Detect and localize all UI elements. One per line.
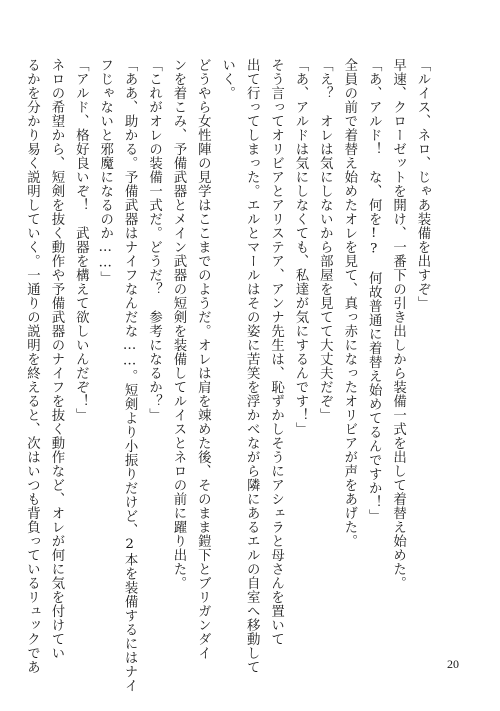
text-line: 「え？ オレは気にしないから部屋を見てて大丈夫だぞ」 — [317, 58, 333, 422]
text-line: 「アルド、格好良いぞ！ 武器を構えて欲しいんだぞ！」 — [73, 58, 89, 422]
text-line: 全員の前で着替え始めたオレを見て、真っ赤になったオリビアが声をあげた。 — [341, 58, 357, 548]
vertical-text-body — [24, 58, 434, 693]
text-line: 出て行ってしまった。エルとマールはその姿に苦笑を浮かべながら隣にあるエルの自室へ移動して — [244, 58, 260, 674]
text-line: ンを着こみ、予備武器とメイン武器の短剣を装備してルイスとネロの前に躍り出た。 — [170, 58, 186, 590]
text-line: どうやら女性陣の見学はここまでのようだ。オレは肩を竦めた後、そのまま鎧下とブリガンダイ — [195, 58, 211, 660]
text-line: るかを分かり易く説明していく。一通りの説明を終えると、次はいつも背負っているリュックであ — [24, 58, 40, 674]
text-line: フじゃないと邪魔になるのか……」 — [97, 58, 113, 286]
text-line: いく。 — [219, 58, 235, 100]
text-line: 「ルイス、ネロ、じゃあ装備を出すぞ」 — [415, 58, 430, 310]
text-line: 「これがオレの装備一式だ。どうだ？ 参考になるか？」 — [146, 58, 162, 422]
text-line: 「あ、アルドは気にしなくても、私達が気にするんです！」 — [292, 58, 308, 436]
text-line: 早速、クローゼットを開け、一番下の引き出しから装備一式を出して着替え始めた。 — [390, 58, 406, 590]
page-number: 20 — [447, 657, 459, 671]
text-line: ネロの希望から、短剣を抜く動作や予備武器のナイフを抜く動作など、オレが何に気を付けてい — [48, 58, 64, 660]
text-line: 「あ、アルド！ な、何を!? 何故普通に着替え始めてるんですか！」 — [366, 58, 382, 524]
text-line: 「ああ、助かる。予備武器はナイフなんだな……。短剣より小振りだけど、2本を装備するにはナイ — [122, 58, 138, 693]
text-line: そう言ってオリビアとアリステア、アンナ先生は、恥ずかしそうにアシェラと母さんを置いて — [268, 58, 284, 646]
